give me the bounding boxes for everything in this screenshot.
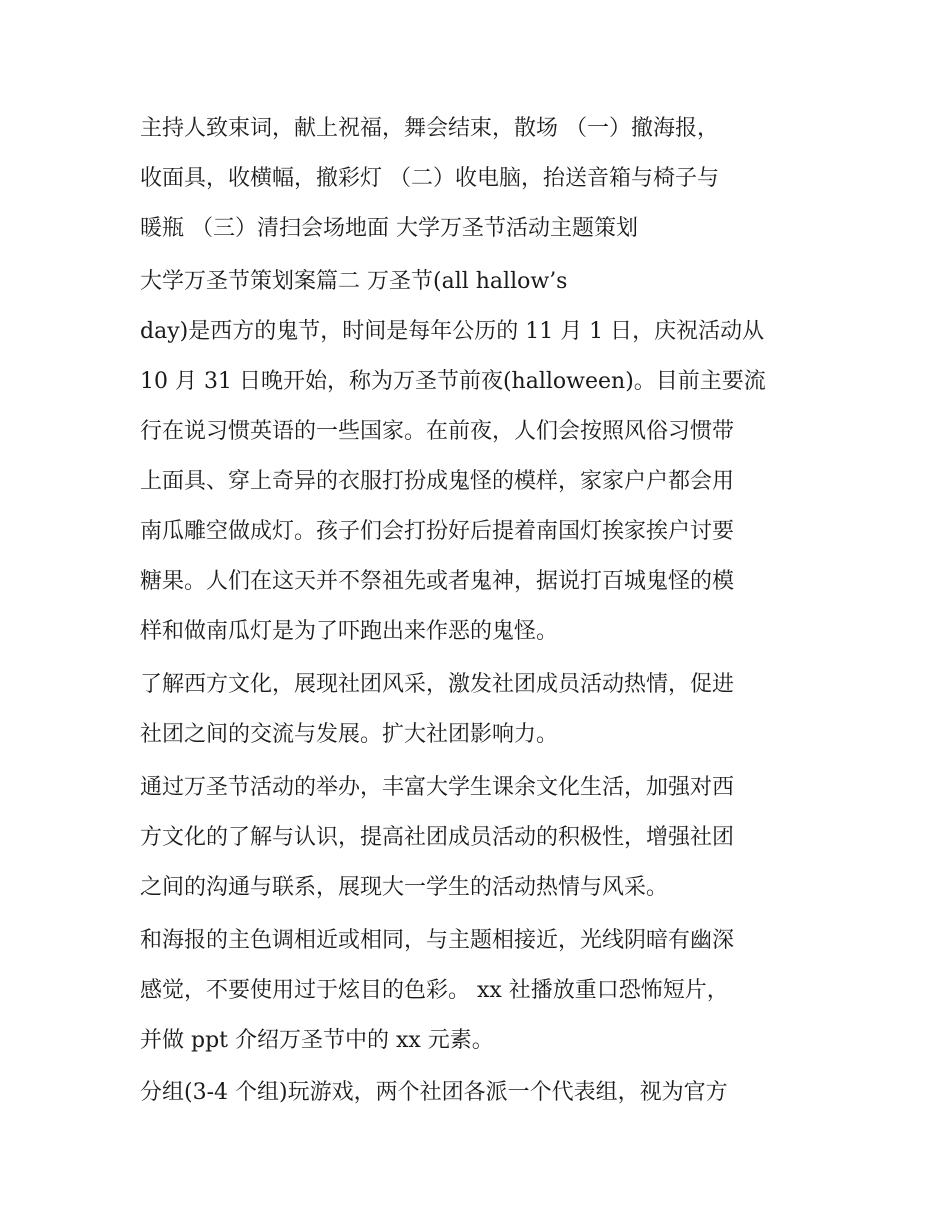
text-line: 样和做南瓜灯是为了吓跑出来作恶的鬼怪。 xyxy=(140,619,559,644)
text-line: 了解西方文化，展现社团风采，激发社团成员活动热情，促进 xyxy=(140,672,735,697)
text-line: 10 月 31 日晚开始，称为万圣节前夜(halloween)。目前主要流 xyxy=(140,369,766,394)
text-line: day)是西方的鬼节，时间是每年公历的 11 月 1 日，庆祝活动从 xyxy=(140,319,765,344)
text-line: 和海报的主色调相近或相同，与主题相接近，光线阴暗有幽深 xyxy=(140,928,735,953)
text-line: 感觉，不要使用过于炫目的色彩。 xx 社播放重口恐怖短片， xyxy=(140,978,729,1003)
text-line: 暖瓶 （三）清扫会场地面 大学万圣节活动主题策划 xyxy=(140,216,638,241)
text-line: 主持人致束词，献上祝福，舞会结束，散场 （一）撤海报， xyxy=(140,116,719,141)
text-line: 社团之间的交流与发展。扩大社团影响力。 xyxy=(140,722,559,747)
text-line: 通过万圣节活动的举办，丰富大学生课余文化生活，加强对西 xyxy=(140,775,735,800)
text-line: 并做 ppt 介绍万圣节中的 xx 元素。 xyxy=(140,1028,494,1053)
text-line: 糖果。人们在这天并不祭祖先或者鬼神，据说打百城鬼怪的模 xyxy=(140,569,735,594)
text-line: 大学万圣节策划案篇二 万圣节(all hallow’s xyxy=(140,269,568,294)
text-line: 方文化的了解与认识，提高社团成员活动的积极性，增强社团 xyxy=(140,825,735,850)
text-line: 分组(3-4 个组)玩游戏，两个社团各派一个代表组，视为官方 xyxy=(140,1080,728,1105)
text-line: 收面具，收横幅，撤彩灯 （二）收电脑，抬送音箱与椅子与 xyxy=(140,166,719,191)
text-line: 上面具、穿上奇异的衣服打扮成鬼怪的模样，家家户户都会用 xyxy=(140,469,735,494)
text-line: 之间的沟通与联系，展现大一学生的活动热情与风采。 xyxy=(140,875,669,900)
text-line: 南瓜雕空做成灯。孩子们会打扮好后提着南国灯挨家挨户讨要 xyxy=(140,519,735,544)
text-line: 行在说习惯英语的一些国家。在前夜，人们会按照风俗习惯带 xyxy=(140,419,735,444)
